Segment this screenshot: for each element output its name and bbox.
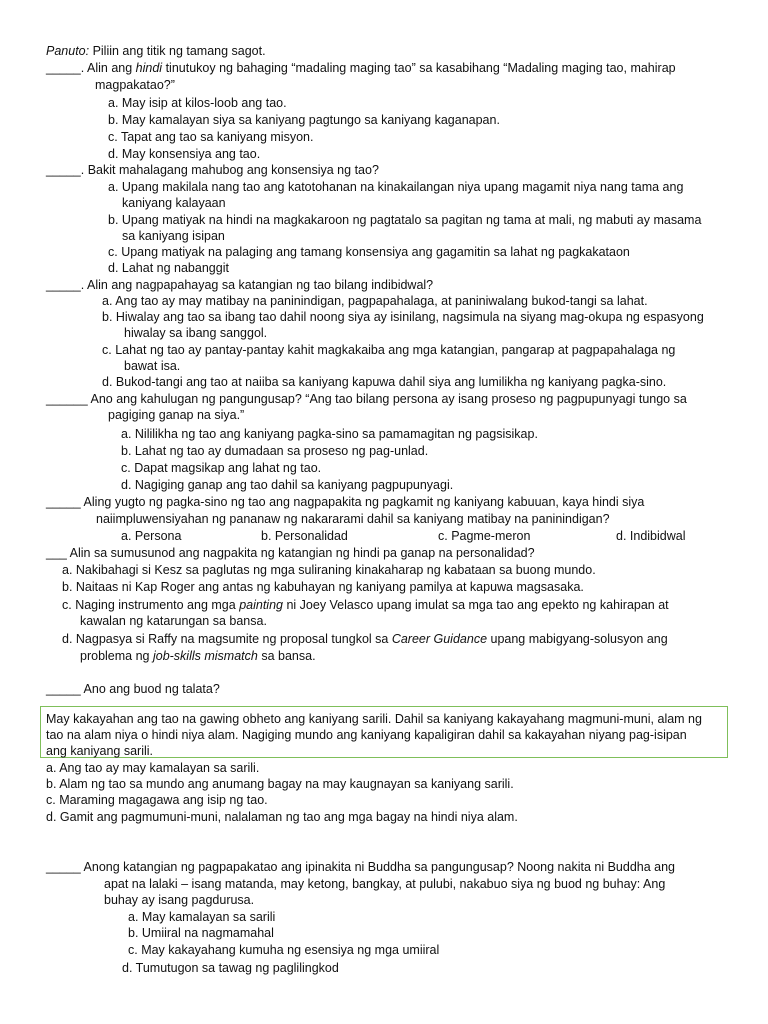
q6-option-d-continuation [80,649,316,664]
q1-continuation: magpakatao?” [95,78,175,92]
answer-blank: _____ [46,495,81,509]
q4-option-b: b. Lahat ng tao ay dumadaan sa proseso ng pag-unlad. [121,444,429,458]
q4-option-a: a. Nililikha ng tao ang kaniyang pagka-sino sa pamamagitan ng pagsisikap. [121,427,538,441]
q5-option-b: b. Personalidad [261,529,348,543]
q6-option-d-emphasis: Career Guidance [391,632,488,646]
q1-option-b: b. May kamalayan siya sa kaniyang pagtungo sa kaniyang kaganapan. [108,113,500,127]
q8-option-d: d. Tumutugon sa tawag ng paglilingkod [122,961,339,975]
q5-continuation: naiimpluwensiyahan ng pananaw ng nakararami dahil sa kaniyang matibay na paninindigan? [96,512,610,526]
q1-text-emphasis: hindi [135,61,163,75]
q1-option-c: c. Tapat ang tao sa kaniyang misyon. [108,130,314,144]
q5-text: Aling yugto ng pagka-sino ng tao ang nagpapakita ng pagkamit ng kaniyang kabuuan, kaya hindi siya [80,495,645,509]
q1-option-d: d. May konsensiya ang tao. [108,147,261,161]
q6-option-c-emphasis: painting [239,598,283,612]
answer-blank: _____ [46,61,81,75]
q2-option-c: c. Upang matiyak na palaging ang tamang konsensiya ang gagamitin sa lahat ng pagkakataon [108,245,630,259]
passage-line-2: tao na alam niya o hindi niya alam. Nagiging mundo ang kaniyang kapaligiran dahil sa kakayahan niyang pag-isipan [46,728,687,742]
q8-option-b: b. Umiiral na nagmamahal [128,926,274,940]
instruction-text: Piliin ang titik ng tamang sagot. [89,44,266,58]
passage-line-1: May kakayahan ang tao na gawing obheto ang kaniyang sarili. Dahil sa kaniyang kakayahang magmuni-muni, alam ng [46,712,702,726]
question-5 [46,495,644,510]
q6-option-d2-emphasis: job-skills mismatch [152,649,258,663]
q6-option-a: a. Nakibahagi si Kesz sa paglutas ng mga suliraning kinakaharap ng kabataan sa buong mundo. [62,563,596,577]
answer-blank: ______ [46,392,88,406]
q1-text-post: tinutukoy ng bahaging “madaling maging tao” sa kasabihang “Madaling maging tao, mahirap [162,61,676,75]
q2-text: . Bakit mahalagang mahubog ang konsensiya ng tao? [80,163,379,177]
q7-option-d: d. Gamit ang pagmumuni-muni, nalalaman ng tao ang mga bagay na hindi niya alam. [46,810,518,824]
q5-option-d: d. Indibidwal [616,529,686,543]
question-6 [46,546,535,561]
q5-option-c: c. Pagme-meron [438,529,531,543]
q8-text: Anong katangian ng pagpapakatao ang ipinakita ni Buddha sa pangungusap? Noong nakita ni Buddha ang [80,860,676,874]
q3-option-c: c. Lahat ng tao ay pantay-pantay kahit magkakaiba ang mga katangian, pangarap at pagpapahalaga ng [102,343,676,357]
q6-option-d [62,632,668,647]
q6-option-d-post: upang mabigyang-solusyon ang [487,632,668,646]
q8-continuation-1: apat na lalaki – isang matanda, may ketong, bangkay, at pulubi, nakabuo siya ng buod ng buhay: Ang [104,877,666,891]
passage-line-3: ang kaniyang sarili. [46,744,154,758]
answer-blank: _____ [46,163,81,177]
q1-option-a: a. May isip at kilos-loob ang tao. [108,96,287,110]
q2-option-d: d. Lahat ng nabanggit [108,261,229,275]
question-3 [46,278,433,293]
q3-option-b-continuation: hiwalay sa ibang sanggol. [124,326,268,340]
q6-option-b: b. Naitaas ni Kap Roger ang antas ng kabuhayan ng kaniyang pamilya at kapuwa magsasaka. [62,580,584,594]
answer-blank: _____ [46,682,81,696]
question-7 [46,682,220,697]
question-8 [46,860,675,875]
q4-option-c: c. Dapat magsikap ang lahat ng tao. [121,461,322,475]
q2-option-a: a. Upang makilala nang tao ang katotohanan na kinakailangan niya upang magamit niya nang tama ang [108,180,684,194]
q6-option-d2-pre: problema ng [80,649,153,663]
q6-option-d-pre: d. Nagpasya si Raffy na magsumite ng proposal tungkol sa [62,632,392,646]
q3-option-d: d. Bukod-tangi ang tao at naiiba sa kaniyang kapuwa dahil siya ang lumilikha ng kaniyang pagka-sino. [102,375,667,389]
q7-option-c: c. Maraming magagawa ang isip ng tao. [46,793,268,807]
q3-option-c-continuation: bawat isa. [124,359,181,373]
instruction-line [46,44,266,59]
question-4 [46,392,687,407]
q6-text: Alin sa sumusunod ang nagpakita ng katangian ng hindi pa ganap na personalidad? [66,546,535,560]
q2-option-b-continuation: sa kaniyang isipan [122,229,225,243]
answer-blank: _____ [46,278,81,292]
q8-continuation-2: buhay ay isang pagdurusa. [104,893,255,907]
answer-blank: ___ [46,546,67,560]
answer-blank: _____ [46,860,81,874]
q6-option-d2-post: sa bansa. [257,649,316,663]
question-2 [46,163,379,178]
q4-option-d: d. Nagiging ganap ang tao dahil sa kaniyang pagpupunyagi. [121,478,454,492]
q6-option-c-pre: c. Naging instrumento ang mga [62,598,240,612]
instruction-label: Panuto: [46,44,90,58]
q8-option-c: c. May kakayahang kumuha ng esensiya ng mga umiiral [128,943,440,957]
q7-option-b: b. Alam ng tao sa mundo ang anumang bagay na may kaugnayan sa kaniyang sarili. [46,777,514,791]
q3-text: . Alin ang nagpapahayag sa katangian ng tao bilang indibidwal? [80,278,434,292]
q4-continuation: pagiging ganap na siya.” [108,408,245,422]
q5-option-a: a. Persona [121,529,182,543]
q6-option-c-continuation: kawalan ng katarungan sa bansa. [80,614,267,628]
q1-text-pre: . Alin ang [80,61,136,75]
q4-text: Ano ang kahulugan ng pangungusap? “Ang tao bilang persona ay isang proseso ng pagpupunyagi tungo sa [87,392,687,406]
q2-option-a-continuation: kaniyang kalayaan [122,196,226,210]
q8-option-a: a. May kamalayan sa sarili [128,910,276,924]
q7-option-a: a. Ang tao ay may kamalayan sa sarili. [46,761,260,775]
q7-text: Ano ang buod ng talata? [80,682,220,696]
q6-option-c [62,598,669,613]
q3-option-b: b. Hiwalay ang tao sa ibang tao dahil noong siya ay isinilang, nagsimula na siyang mag-okupa ng espasyong [102,310,704,324]
q2-option-b: b. Upang matiyak na hindi na magkakaroon ng pagtatalo sa pagitan ng tama at mali, ng mabuti ay masama [108,213,702,227]
q3-option-a: a. Ang tao ay may matibay na paninindigan, pagpapahalaga, at paniniwalang bukod-tangi sa lahat. [102,294,648,308]
question-1 [46,61,676,76]
q6-option-c-post: ni Joey Velasco upang imulat sa mga tao ang epekto ng kahirapan at [282,598,669,612]
